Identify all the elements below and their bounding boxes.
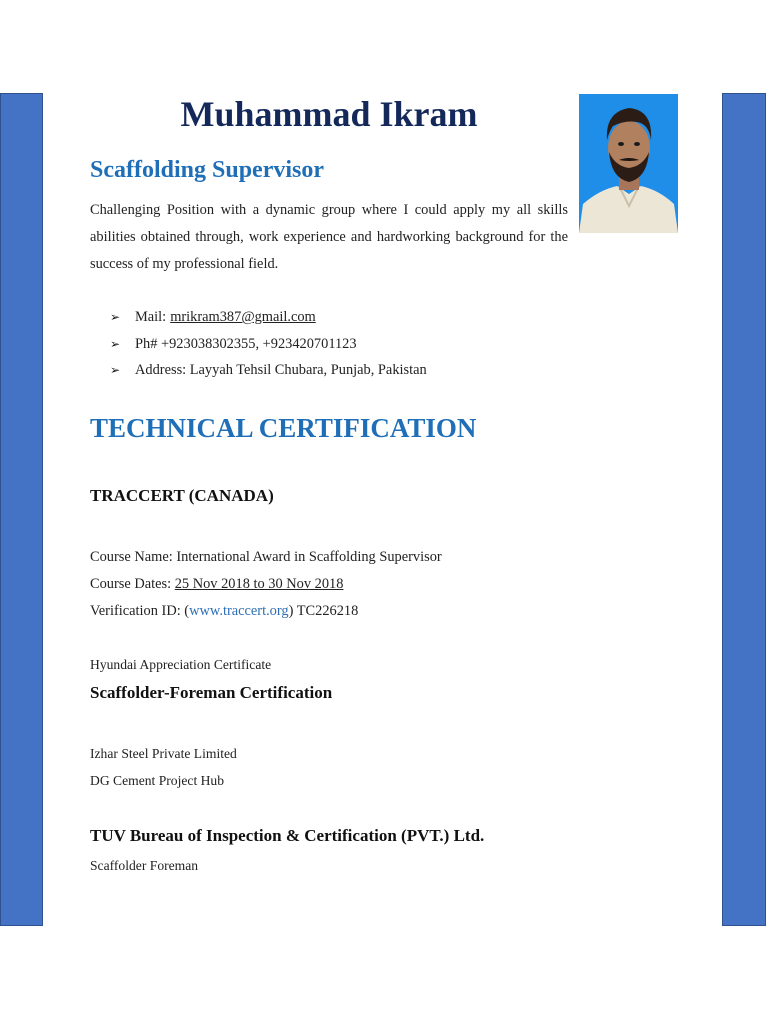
course-dates-value: 25 Nov 2018 to 30 Nov 2018: [174, 576, 344, 592]
contact-phone: [110, 331, 427, 358]
address-text: Address: Layyah Tehsil Chubara, Punjab, Pakistan: [135, 362, 427, 378]
traccert-link[interactable]: www.traccert.org: [189, 603, 289, 619]
dg-cement-project: DG Cement Project Hub: [90, 773, 225, 788]
verification-suffix: ) TC226218: [288, 603, 359, 619]
traccert-heading: TRACCERT (CANADA): [90, 486, 274, 505]
mail-label: Mail:: [135, 309, 167, 325]
job-title: Scaffolding Supervisor: [90, 157, 325, 183]
contact-list: [110, 304, 427, 384]
hyundai-certificate: Hyundai Appreciation Certificate: [90, 657, 272, 672]
arrow-bullet-icon: ➢: [110, 310, 121, 324]
course-dates: [90, 574, 343, 594]
candidate-name: Muhammad Ikram: [180, 94, 478, 134]
profile-photo: [579, 94, 678, 233]
arrow-bullet-icon: ➢: [110, 363, 121, 377]
career-objective: Challenging Position with a dynamic group where I could apply my all skills abilities obtained through, work experience and hardworking background for the success of my professional field.: [90, 202, 568, 272]
izhar-steel: Izhar Steel Private Limited: [90, 746, 237, 761]
verification-prefix: Verification ID: (: [90, 603, 190, 619]
right-decorative-bar: [722, 93, 766, 926]
phone-text: Ph# +923038302355, +923420701123: [135, 335, 357, 352]
contact-mail: [110, 304, 427, 331]
scaffolder-foreman-certification: Scaffolder-Foreman Certification: [90, 683, 333, 702]
course-name: Course Name: International Award in Scaffolding Supervisor: [90, 549, 442, 565]
contact-address: [110, 357, 427, 384]
tuv-bureau-heading: TUV Bureau of Inspection & Certification (PVT.) Ltd.: [90, 826, 485, 845]
technical-certification-heading: TECHNICAL CERTIFICATION: [90, 413, 477, 443]
mail-address-link[interactable]: mrikram387@gmail.com: [170, 309, 316, 325]
course-dates-label: Course Dates:: [90, 576, 175, 592]
arrow-bullet-icon: ➢: [110, 336, 121, 351]
left-decorative-bar: [0, 93, 43, 926]
profile-photo-illustration: [579, 94, 678, 233]
tuv-role: Scaffolder Foreman: [90, 858, 199, 873]
verification-id: [90, 601, 358, 621]
